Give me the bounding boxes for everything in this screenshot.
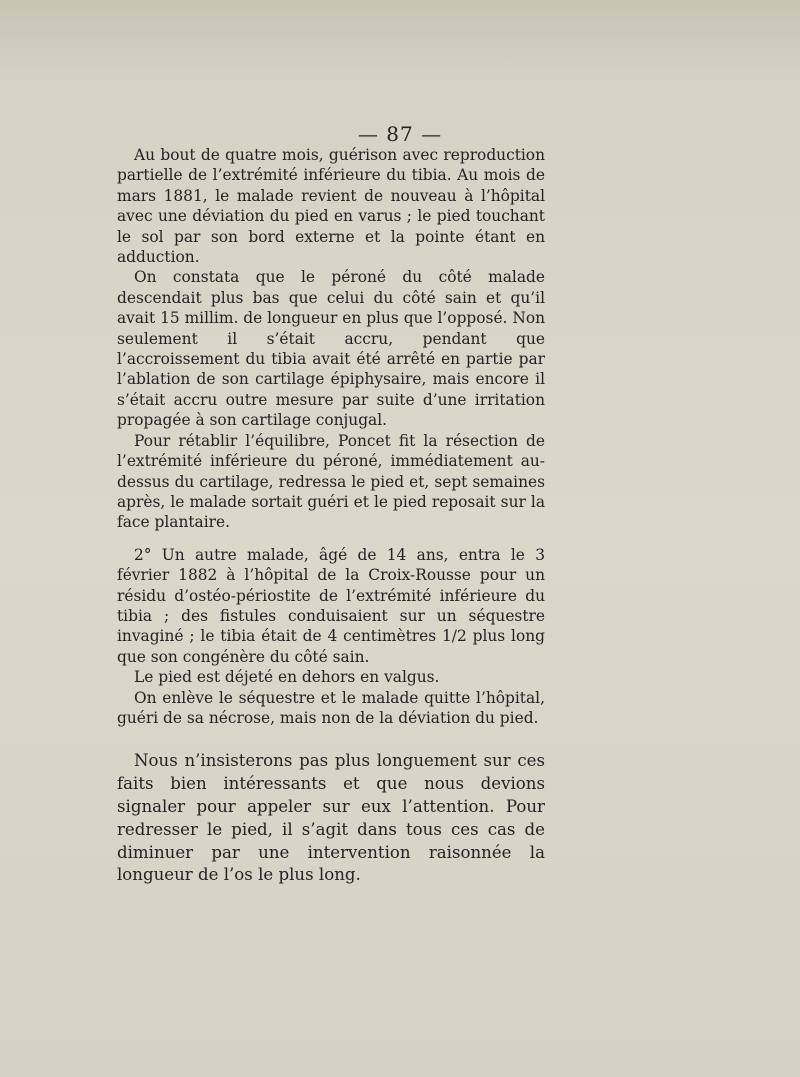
paper-speck (436, 1040, 439, 1058)
paragraph-1: Au bout de quatre mois, guérison avec reproduction partielle de l’extrémité inférieure du tibia. Au mois de mars 1881, le malade revient de nouveau à l’hôpital avec une déviation du pied en varus ; le pied touchant le sol par son bord externe et la pointe étant en adduction. (117, 146, 545, 267)
body-text (117, 145, 545, 887)
page-number: — 87 — (357, 122, 443, 146)
paragraph-5: Le pied est déjeté en dehors en valgus. (134, 668, 440, 687)
paragraph-2: On constata que le péroné du côté malade descendait plus bas que celui du côté sain et qu’il avait 15 millim. de longueur en plus que l’opposé. Non seulement il s’était accru, pendant que l’accroissement du tibia avait été arrêté en partie par l’ablation de son cartilage épiphysaire, mais encore il s’était accru outre mesure par suite d’une irritation propagée à son cartilage conjugal. (117, 268, 545, 430)
paragraph-3: Pour rétablir l’équilibre, Poncet fit la résection de l’extrémité inférieure du péroné, immédiatement au-dessus du cartilage, redressa le pied et, sept semaines après, le malade sortait guéri et le pied reposait sur la face plantaire. (117, 431, 545, 532)
paragraph-4: 2° Un autre malade, âgé de 14 ans, entra le 3 février 1882 à l’hôpital de la Croix-Rousse pour un résidu d’ostéo-périostite de l’extrémité inférieure du tibia ; des fistules conduisaient sur un séquestre invaginé ; le tibia était de 4 centimètres 1/2 plus long que son congénère du côté sain. (117, 545, 545, 666)
paragraph-7: Nous n’insisterons pas plus longuement sur ces faits bien intéressants et que nous devions signaler pour appeler sur eux l’attention. Pour redresser le pied, il s’agit dans tous ces cas de diminuer par une intervention raisonnée la longueur de l’os le plus long. (117, 751, 545, 885)
paragraph-6: On enlève le séquestre et le malade quitte l’hôpital, guéri de sa nécrose, mais non de la déviation du pied. (117, 688, 545, 727)
